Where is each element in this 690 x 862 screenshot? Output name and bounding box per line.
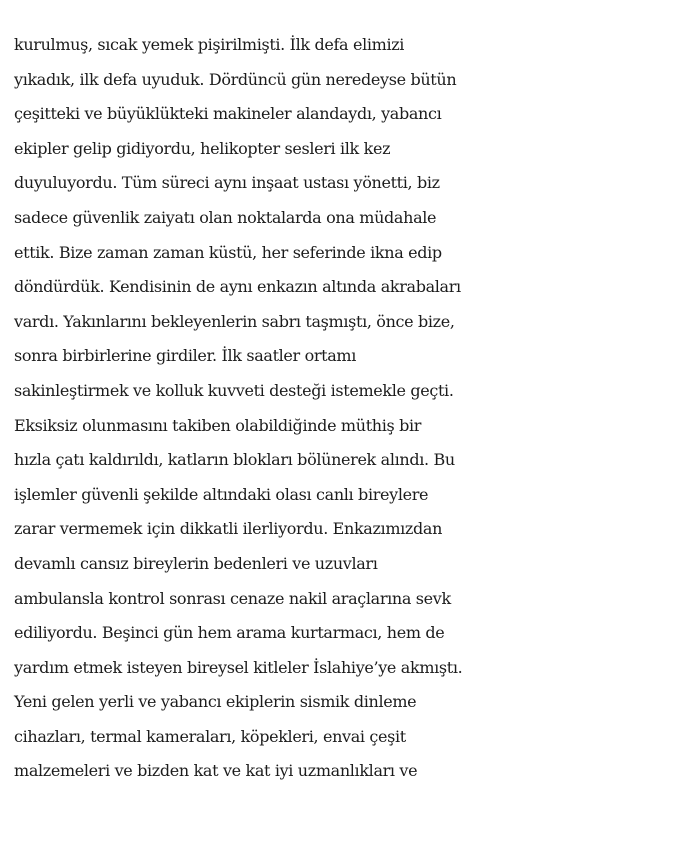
text-line: Eksiksiz olunmasını takiben olabildiğinde müthiş bir [14,415,422,435]
text-line: ambulansla kontrol sonrası cenaze nakil araçlarına sevk [14,588,451,608]
text-line: çeşitteki ve büyüklükteki makineler alandaydı, yabancı [14,104,442,124]
text-line: hızla çatı kaldırıldı, katların blokları bölünerek alındı. Bu [14,450,455,470]
text-line: ekipler gelip gidiyordu, helikopter sesleri ilk kez [14,138,391,158]
text-line: duyuluyordu. Tüm süreci aynı inşaat ustası yönetti, biz [14,173,440,193]
text-line: sakinleştirmek ve kolluk kuvveti desteği istemekle geçti. [14,380,454,400]
text-line: yıkadık, ilk defa uyuduk. Dördüncü gün neredeyse bütün [14,69,457,89]
text-line: ediliyordu. Beşinci gün hem arama kurtarmacı, hem de [14,623,445,643]
text-line: vardı. Yakınlarını bekleyenlerin sabrı taşmıştı, önce bize, [14,311,455,331]
text-line: döndürdük. Kendisinin de aynı enkazın altında akrabaları [14,277,461,297]
body-text [14,28,690,789]
text-line: sonra birbirlerine girdiler. İlk saatler ortamı [14,346,357,366]
text-line: malzemeleri ve bizden kat ve kat iyi uzmanlıkları ve [14,761,418,781]
text-line: devamlı cansız bireylerin bedenleri ve uzuvları [14,553,378,573]
text-line: Yeni gelen yerli ve yabancı ekiplerin sismik dinleme [14,692,417,712]
text-line: işlemler güvenli şekilde altındaki olası canlı bireylere [14,484,429,504]
text-line: cihazları, termal kameraları, köpekleri, envai çeşit [14,726,406,746]
text-line: zarar vermemek için dikkatli ilerliyordu. Enkazımızdan [14,519,443,539]
text-line: ettik. Bize zaman zaman küstü, her seferinde ikna edip [14,242,442,262]
text-line: sadece güvenlik zaiyatı olan noktalarda ona müdahale [14,207,437,227]
text-line: kurulmuş, sıcak yemek pişirilmişti. İlk defa elimizi [14,35,405,54]
text-line: yardım etmek isteyen bireysel kitleler İslahiye’ye akmıştı. [14,657,463,677]
